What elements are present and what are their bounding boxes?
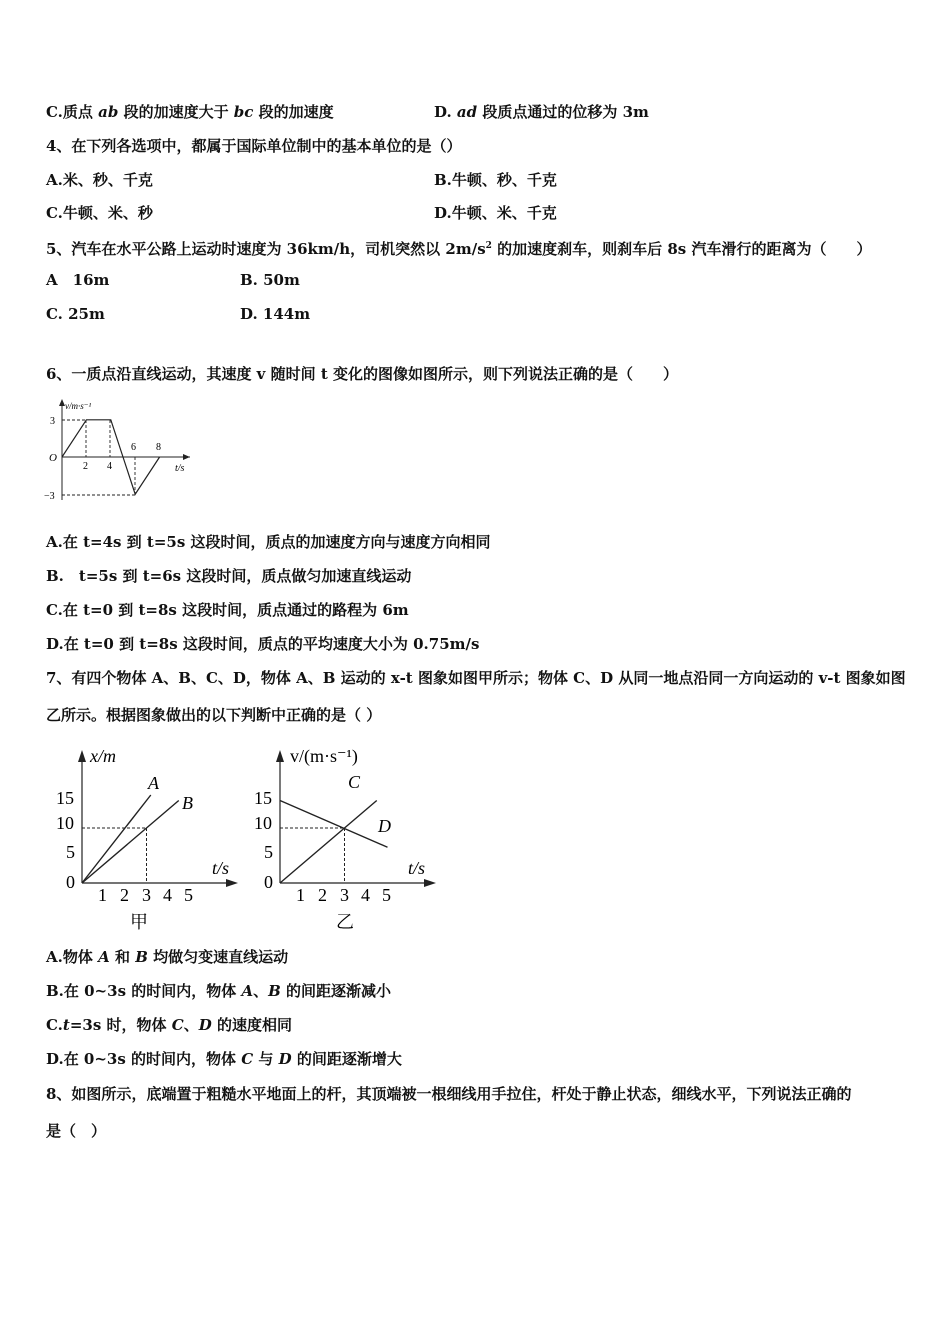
jia-x-tick-3: 3 [142, 885, 151, 905]
q4-option-c: C.牛顿、米、秒 [46, 204, 153, 222]
jia-line-b [82, 801, 179, 884]
q5-option-a: A 16m [46, 271, 110, 289]
yi-y-tick-5: 5 [264, 842, 273, 862]
q6-x-tick-8: 8 [156, 442, 161, 453]
q4-option-b: B.牛顿、秒、千克 [434, 171, 557, 189]
yi-caption: 乙 [336, 912, 354, 932]
yi-y-tick-15: 15 [254, 788, 272, 808]
q6-x-tick-2: 2 [83, 461, 88, 472]
q6-y-tick-minus3: −3 [44, 491, 55, 502]
yi-x-tick-1: 1 [296, 885, 305, 905]
q6-option-d: D.在 t=0 到 t=8s 这段时间，质点的平均速度大小为 0.75m/s [46, 635, 480, 653]
yi-x-label: t/s [408, 858, 426, 878]
q6-option-a: A.在 t=4s 到 t=5s 这段时间，质点的加速度方向与速度方向相同 [46, 533, 491, 551]
yi-x-tick-5: 5 [382, 885, 391, 905]
q6-y-tick-3: 3 [50, 416, 55, 427]
yi-label-c: C [348, 772, 361, 792]
q5-option-c: C. 25m [46, 305, 105, 323]
q5-option-b: B. 50m [240, 271, 300, 289]
q8-stem-line2: 是（ ） [46, 1122, 107, 1140]
jia-y-arrow-icon [78, 750, 86, 762]
jia-x-tick-2: 2 [120, 885, 129, 905]
jia-y-tick-5: 5 [66, 842, 75, 862]
jia-x-tick-5: 5 [184, 885, 193, 905]
q6-origin-label: O [49, 452, 57, 464]
jia-x-label: t/s [212, 858, 230, 878]
yi-y-tick-10: 10 [254, 813, 272, 833]
jia-y-label: x/m [90, 746, 116, 766]
yi-x-tick-2: 2 [318, 885, 327, 905]
jia-x-arrow-icon [226, 879, 238, 887]
q7-chart-jia [52, 740, 252, 935]
yi-x-arrow-icon [424, 879, 436, 887]
yi-label-d: D [378, 816, 391, 836]
q6-option-b: B. t=5s 到 t=6s 这段时间，质点做匀加速直线运动 [46, 567, 412, 585]
yi-y-arrow-icon [276, 750, 284, 762]
jia-y-tick-15: 15 [56, 788, 74, 808]
jia-caption: 甲 [130, 912, 148, 932]
jia-x-tick-4: 4 [163, 885, 172, 905]
q5-stem: 5、汽车在水平公路上运动时速度为 36km/h，司机突然以 $2m/s^2$ 的加速度刹车，则刹车后 8s 汽车滑行的距离为（ ） [46, 240, 872, 258]
jia-label-a: A [148, 773, 159, 793]
jia-y-tick-0: 0 [66, 872, 75, 892]
q7-stem-line2: 乙所示。根据图象做出的以下判断中正确的是（ ） [46, 706, 382, 724]
q6-x-label: t/s [175, 463, 185, 474]
q6-x-arrow-icon [183, 454, 190, 460]
q7-option-d: D.在 0~3s 的时间内，物体 C 与 D 的间距逐渐增大 [46, 1050, 402, 1068]
q6-x-tick-6: 6 [131, 442, 136, 453]
jia-y-tick-10: 10 [56, 813, 74, 833]
q7-option-a: A.物体 A 和 B 均做匀变速直线运动 [46, 948, 289, 966]
yi-y-tick-0: 0 [264, 872, 273, 892]
q3-option-c: C.质点 ab 段的加速度大于 bc 段的加速度 [46, 103, 334, 121]
q7-option-c: C.t=3s 时，物体 C、D 的速度相同 [46, 1016, 292, 1034]
q7-chart-yi [250, 740, 450, 935]
q8-stem-line1: 8、如图所示，底端置于粗糙水平地面上的杆，其顶端被一根细线用手拉住，杆处于静止状态，细线水平，下列说法正确的 [46, 1085, 852, 1103]
q5-option-d: D. 144m [240, 305, 311, 323]
q6-option-c: C.在 t=0 到 t=8s 这段时间，质点通过的路程为 6m [46, 601, 409, 619]
jia-x-tick-1: 1 [98, 885, 107, 905]
yi-x-tick-4: 4 [361, 885, 370, 905]
q4-option-a: A.米、秒、千克 [46, 171, 153, 189]
q7-stem-line1: 7、有四个物体 A、B、C、D，物体 A、B 运动的 x-t 图象如图甲所示；物体 C、D 从同一地点沿同一方向运动的 v-t 图象如图 [46, 669, 906, 687]
q4-option-d: D.牛顿、米、千克 [434, 204, 557, 222]
yi-line-d [280, 801, 388, 848]
q4-stem: 4、在下列各选项中，都属于国际单位制中的基本单位的是（） [46, 137, 462, 155]
yi-x-tick-3: 3 [340, 885, 349, 905]
q7-option-b: B.在 0~3s 的时间内，物体 A、B 的间距逐渐减小 [46, 982, 392, 1000]
q6-vt-graph [40, 395, 200, 505]
yi-y-label: v/(m·s⁻¹) [290, 746, 358, 766]
q3-option-d: D. ad 段质点通过的位移为 3m [434, 103, 649, 121]
q6-x-tick-4: 4 [107, 461, 112, 472]
jia-label-b: B [182, 793, 193, 813]
q6-stem: 6、一质点沿直线运动，其速度 v 随时间 t 变化的图像如图所示，则下列说法正确的是（ ） [46, 365, 678, 383]
yi-line-c [280, 801, 377, 884]
q6-y-label: v/m·s⁻¹ [65, 401, 92, 411]
jia-line-a [82, 795, 151, 883]
